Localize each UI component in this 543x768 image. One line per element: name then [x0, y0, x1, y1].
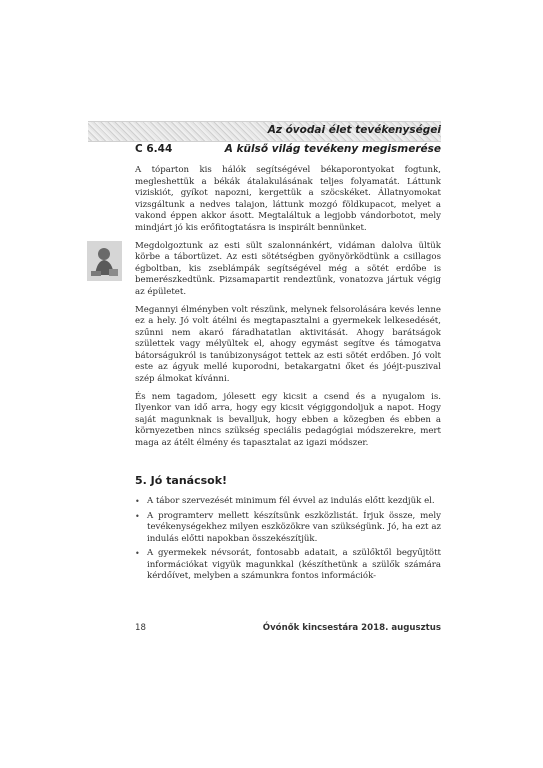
list-item — [135, 511, 441, 546]
side-illustration-icon — [87, 241, 122, 281]
paragraph-2: Megdolgoztunk az esti sült szalonnánkért, vidáman dalolva ültük körbe a tábortüzet. Az esti sötétségben gyönyörködtünk a csillagos égboltban, kis zseblámpák segítségével még a sötét erdőbe is bemerészkedtünk. Pizsamapartit rendeztünk, vonatozva jártuk végig az épületet. — [135, 240, 441, 297]
page-number: 18 — [135, 623, 146, 633]
bullet-icon: • — [135, 511, 140, 521]
tips-list — [135, 496, 441, 586]
chapter-subtitle: A külső világ tevékeny megismerése — [224, 143, 441, 155]
bullet-icon: • — [135, 497, 140, 506]
bullet-icon: • — [135, 549, 140, 558]
tip-text: A tábor szervezését minimum fél évvel az indulás előtt kezdjük el. — [147, 496, 435, 506]
paragraph-4: És nem tagadom, jólesett egy kicsit a csend és a nyugalom is. Ilyenkor van idő arra, hogy egy kicsit végiggondoljuk a napot. Hogy saját magunknak is bevalljuk, hogy ebben a közegben és ebben a környezetben nincs szükség speciális pedagógiai módszerekre, mert maga az átélt élmény és tapasztalat az igazi módszer. — [135, 391, 441, 448]
category-title: Az óvodai élet tevékenységei — [267, 124, 441, 136]
tip-text: A gyermekek névsorát, fontosabb adatait, a szülőktől begyűjtött információkat vigyük magunkkal (készíthetünk a szülők számára kérdőívet, melyben a számunkra fontos információk- — [147, 548, 441, 581]
article-body — [135, 165, 441, 456]
tip-text: A programterv mellett készítsünk eszközlistát. Írjuk össze, mely tevékenységekhez milyen eszközökre van szükségünk. Jó, ha ezt az indulás előtti napokban összekészítjük. — [147, 510, 441, 544]
publication-footer: Óvónők kincsestára 2018. augusztus — [262, 623, 441, 633]
list-item — [135, 548, 441, 583]
side-illustration — [87, 241, 122, 281]
section-heading: 5. Jó tanácsok! — [135, 474, 228, 487]
paragraph-3: Megannyi élményben volt részünk, melynek felsorolására kevés lenne ez a hely. Jó volt átélni és megtapasztalni a gyermekek lelkesedését, szűnni nem akaró fáradhatatlan aktivitását. Ahogy barátságok születtek vagy mélyültek el, ahogy egymást segítve és támogatva bátorságukról is tanúbizonyságot tettek az esti sötét erdőben. Jó volt este az ágyuk mellé kuporodni, betakargatni őket és jóéjt-puszival szép álmokat kívánni. — [135, 304, 441, 384]
paragraph-1: A tóparton kis hálók segítségével békaporontyokat fogtunk, megleshettük a békák átalakulásának teljes folyamatát. Láttunk viziskiót, gyíkot napozni, kergettük a szöcskéket. Állatnyomokat vizsgáltunk a nedves talajon, láttunk mozgó földkupacot, melyet a vakond éppen akkor ásott. Megtaláltuk a legjobb vándorbotot, mely mindjárt jó kis erőfitogtatásra is inspirált bennünket. — [135, 165, 441, 233]
list-item — [135, 496, 441, 508]
section-code: C 6.44 — [135, 143, 173, 155]
